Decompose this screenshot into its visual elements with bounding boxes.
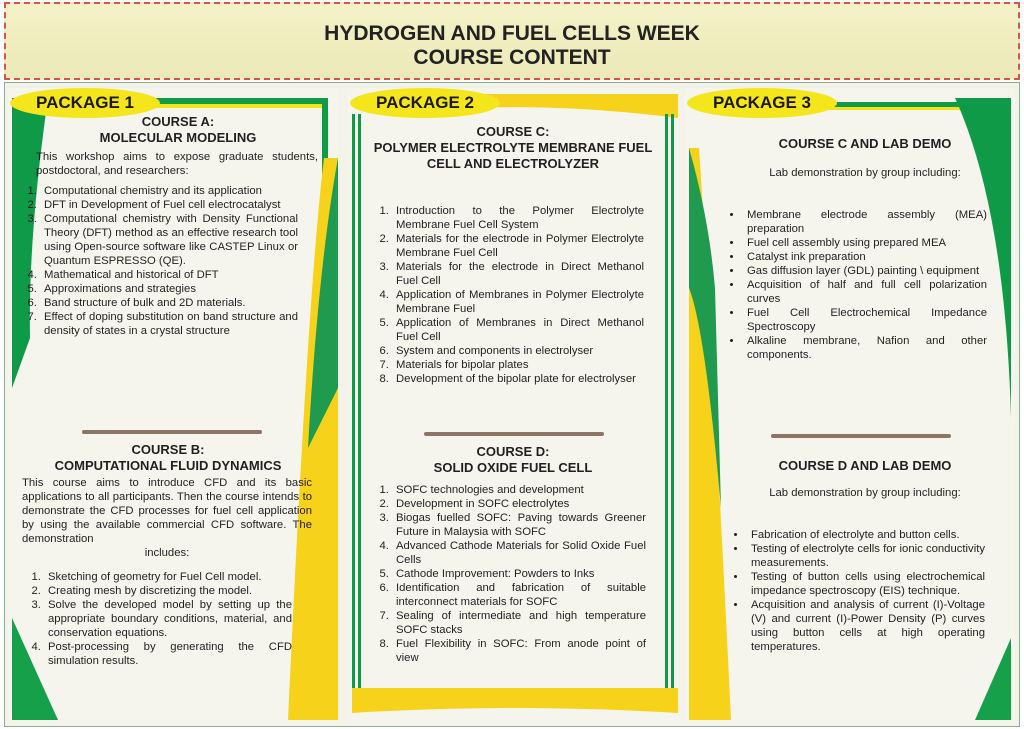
list-item: • Alkaline membrane, Nafion and other components.	[743, 334, 987, 362]
list-item: 4. Advanced Cathode Materials for Solid Oxide Fuel Cells	[392, 539, 646, 567]
course-c-lab-intro: Lab demonstration by group including:	[769, 167, 961, 179]
list-item: 5. Application of Membranes in Direct Methanol Fuel Cell	[392, 316, 644, 344]
list-item: 1. SOFC technologies and development	[392, 483, 646, 497]
package-1-panel	[8, 88, 338, 720]
course-c-lab-title: COURSE C AND LAB DEMO	[778, 136, 952, 151]
course-a-title: COURSE A: MOLECULAR MODELING	[99, 114, 257, 145]
package-badge: PACKAGE 2	[350, 88, 500, 118]
list-item: 4. Application of Membranes in Polymer Electrolyte Membrane Fuel	[392, 288, 644, 316]
title-line-2: COURSE CONTENT	[413, 46, 611, 69]
list-item: 3. Computational chemistry with Density Functional Theory (DFT) method as an effective research tool using Open-source software like CASTEP Linux or Quantum ESPRESSO (QE).	[40, 212, 298, 268]
title-banner	[4, 2, 1020, 80]
list-item: 3. Solve the developed model by setting up the appropriate boundary conditions, material, and conservation equations.	[44, 598, 292, 640]
list-item: • Fuel Cell Electrochemical Impedance Spectroscopy	[743, 306, 987, 334]
list-item: • Acquisition of half and full cell polarization curves	[743, 278, 987, 306]
course-c-lab-list	[721, 208, 987, 362]
list-item: 2. Creating mesh by discretizing the model.	[44, 584, 292, 598]
list-item: • Testing of button cells using electrochemical impedance spectroscopy (EIS) technique.	[747, 570, 985, 598]
list-item: 3. Materials for the electrode in Direct Methanol Fuel Cell	[392, 260, 644, 288]
list-item: • Gas diffusion layer (GDL) painting \ equipment	[743, 264, 987, 278]
course-d-title: COURSE D: SOLID OXIDE FUEL CELL	[433, 444, 593, 475]
course-a-intro: This workshop aims to expose graduate students, postdoctoral, and researchers:	[36, 151, 318, 177]
list-item: 6. System and components in electrolyser	[392, 344, 644, 358]
course-d-lab-title: COURSE D AND LAB DEMO	[778, 458, 952, 473]
banner-title	[6, 22, 1018, 70]
list-item: 1. Introduction to the Polymer Electrolyte Membrane Fuel Cell System	[392, 204, 644, 232]
list-item: 8. Development of the bipolar plate for electrolyser	[392, 372, 644, 386]
list-item: 7. Effect of doping substitution on band structure and density of states in a crystal structure	[40, 310, 298, 338]
title-line-1: HYDROGEN AND FUEL CELLS WEEK	[324, 22, 700, 45]
list-item: • Fabrication of electrolyte and button cells.	[747, 528, 985, 542]
package-badge: PACKAGE 1	[10, 88, 160, 118]
list-item: 5. Cathode Improvement: Powders to Inks	[392, 567, 646, 581]
course-b-title: COURSE B: COMPUTATIONAL FLUID DYNAMICS	[54, 442, 282, 473]
list-item: 2. Development in SOFC electrolytes	[392, 497, 646, 511]
list-item: 4. Post-processing by generating the CFD simulation results.	[44, 640, 292, 668]
list-item: • Acquisition and analysis of current (I)-Voltage (V) and current (I)-Power Density (P) curves using button cells at high operating temperatures.	[747, 598, 985, 654]
course-b-intro: This course aims to introduce CFD and its basic applications to all participants. Then the course intends to demonstrate the CFD processes for fuel cell application by using the available commercial CFD software. The demonstration	[22, 477, 312, 545]
section-divider	[82, 430, 262, 434]
course-d-list	[370, 483, 646, 665]
package-badge: PACKAGE 3	[687, 88, 837, 118]
course-b-intro-end: includes:	[144, 547, 190, 559]
list-item: 1. Computational chemistry and its application	[40, 184, 298, 198]
list-item: • Catalyst ink preparation	[743, 250, 987, 264]
package-2-panel	[348, 88, 678, 720]
list-item: • Testing of electrolyte cells for ionic conductivity measurements.	[747, 542, 985, 570]
list-item: 4. Mathematical and historical of DFT	[40, 268, 298, 282]
list-item: 3. Biogas fuelled SOFC: Paving towards Greener Future in Malaysia with SOFC	[392, 511, 646, 539]
list-item: 6. Identification and fabrication of suitable interconnect materials for SOFC	[392, 581, 646, 609]
section-divider	[424, 432, 604, 436]
course-d-lab-list	[725, 528, 985, 654]
list-item: • Membrane electrode assembly (MEA) preparation	[743, 208, 987, 236]
course-d-lab-intro: Lab demonstration by group including:	[769, 487, 961, 499]
list-item: • Fuel cell assembly using prepared MEA	[743, 236, 987, 250]
list-item: 8. Fuel Flexibility in SOFC: From anode point of view	[392, 637, 646, 665]
list-item: 1. Sketching of geometry for Fuel Cell model.	[44, 570, 292, 584]
list-item: 2. DFT in Development of Fuel cell electrocatalyst	[40, 198, 298, 212]
list-item: 5. Approximations and strategies	[40, 282, 298, 296]
course-b-list	[22, 570, 292, 668]
list-item: 6. Band structure of bulk and 2D materials.	[40, 296, 298, 310]
package-3-panel	[685, 88, 1015, 720]
list-item: 7. Materials for bipolar plates	[392, 358, 644, 372]
course-c-title: COURSE C: POLYMER ELECTROLYTE MEMBRANE FUEL CELL AND ELECTROLYZER	[373, 124, 653, 171]
list-item: 2. Materials for the electrode in Polymer Electrolyte Membrane Fuel Cell	[392, 232, 644, 260]
section-divider	[771, 434, 951, 438]
list-item: 7. Sealing of intermediate and high temperature SOFC stacks	[392, 609, 646, 637]
course-a-list	[18, 184, 298, 338]
course-c-list	[370, 204, 644, 386]
